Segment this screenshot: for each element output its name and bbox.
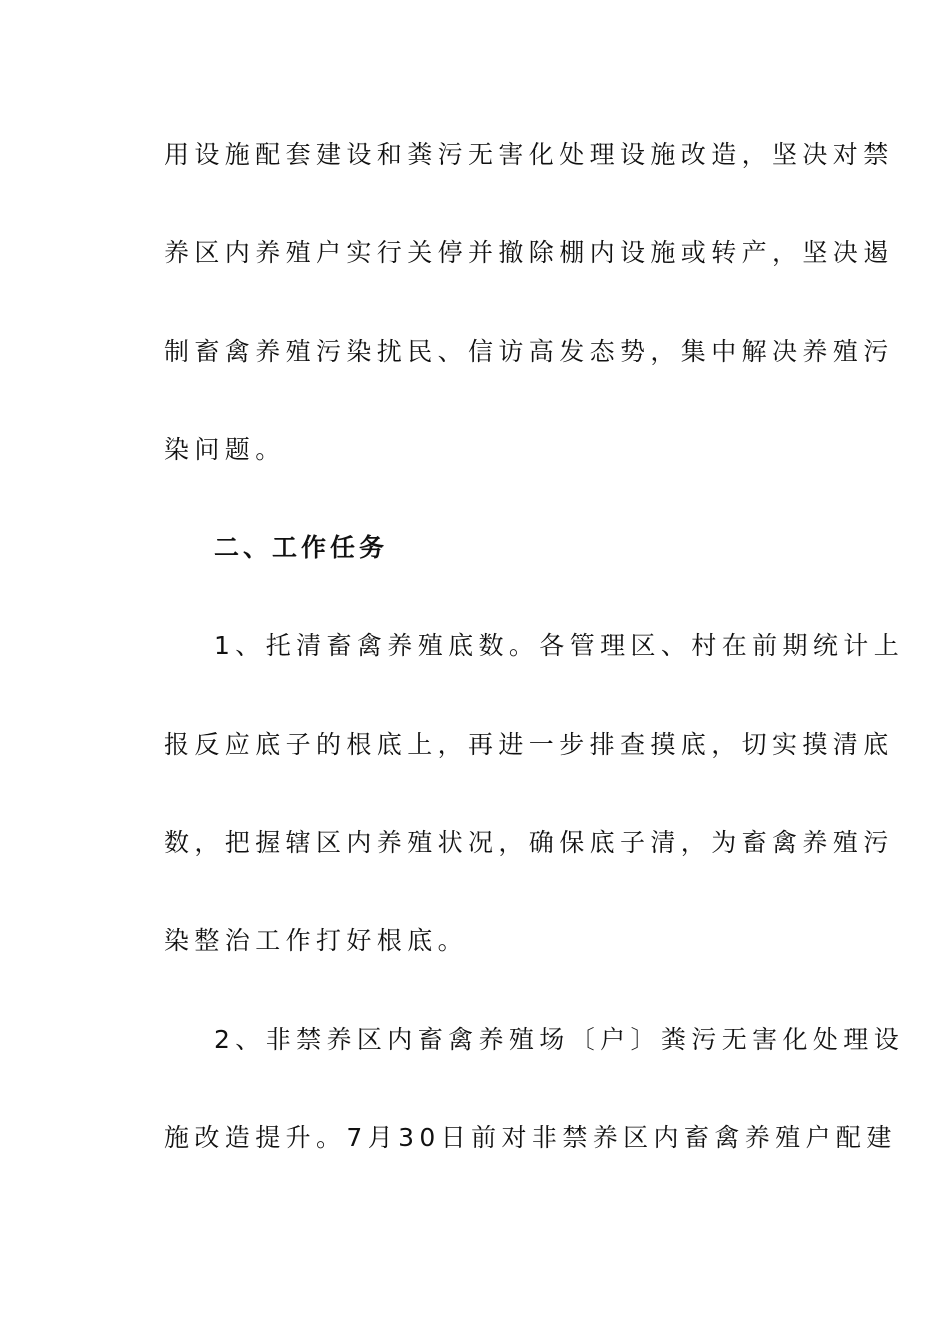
paragraph-line: 施改造提升。7月30日前对非禁养区内畜禽养殖户配建: [164, 1123, 897, 1152]
paragraph-line: 1、托清畜禽养殖底数。各管理区、村在前期统计上: [214, 631, 905, 660]
paragraph-line: 染整治工作打好根底。: [164, 926, 469, 955]
paragraph-line: 数，把握辖区内养殖状况，确保底子清，为畜禽养殖污: [164, 828, 894, 857]
paragraph-line: 用设施配套建设和粪污无害化处理设施改造，坚决对禁: [164, 140, 894, 169]
paragraph-line: 报反应底子的根底上，再进一步排查摸底，切实摸清底: [164, 730, 894, 759]
paragraph-line: 2、非禁养区内畜禽养殖场〔户〕粪污无害化处理设: [214, 1025, 905, 1054]
section-heading: 二、工作任务: [214, 533, 389, 562]
paragraph-line: 染问题。: [164, 435, 286, 464]
paragraph-line: 养区内养殖户实行关停并撤除棚内设施或转产，坚决遏: [164, 238, 894, 267]
paragraph-line: 制畜禽养殖污染扰民、信访高发态势，集中解决养殖污: [164, 337, 894, 366]
